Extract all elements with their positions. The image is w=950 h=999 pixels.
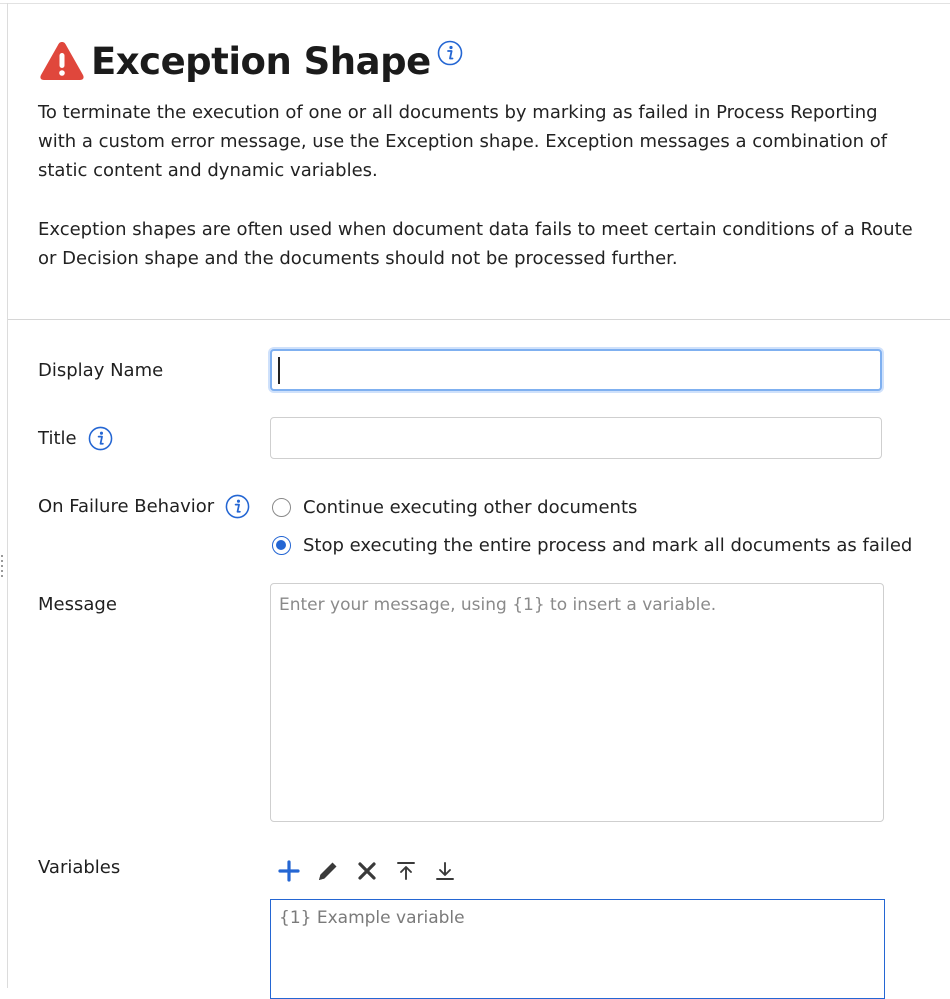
variables-label: Variables <box>38 857 121 878</box>
edit-icon[interactable] <box>315 858 341 884</box>
section-divider <box>8 319 950 320</box>
top-border <box>0 3 950 4</box>
radio-label: Continue executing other documents <box>303 497 638 518</box>
title-input[interactable] <box>270 417 882 459</box>
radio-stop-executing[interactable] <box>272 535 912 556</box>
message-textarea[interactable] <box>270 583 884 822</box>
warning-triangle-icon <box>38 39 86 83</box>
title-label: Title <box>38 426 113 451</box>
info-icon[interactable] <box>437 40 463 66</box>
display-name-input[interactable] <box>270 349 882 391</box>
list-item[interactable]: {1} Example variable <box>279 908 465 928</box>
delete-icon[interactable] <box>354 858 380 884</box>
variables-list[interactable] <box>270 899 885 999</box>
page-title: Exception Shape <box>91 39 431 83</box>
text-cursor <box>278 357 280 384</box>
move-top-icon[interactable] <box>393 858 419 884</box>
info-icon[interactable] <box>225 494 250 519</box>
radio-button-checked[interactable] <box>272 536 291 555</box>
radio-continue-executing[interactable] <box>272 497 637 518</box>
radio-button-unchecked[interactable] <box>272 498 291 517</box>
add-icon[interactable] <box>276 858 302 884</box>
message-label: Message <box>38 594 117 615</box>
panel-left-border <box>7 3 8 988</box>
description-paragraph-1: To terminate the execution of one or all documents by marking as failed in Process Reporting with a custom error message, use the Exception shape. Exception messages a combination of static content and dynamic variables. <box>38 102 888 181</box>
info-icon[interactable] <box>88 426 113 451</box>
on-failure-label: On Failure Behavior <box>38 494 250 519</box>
page-header <box>38 38 463 84</box>
move-bottom-icon[interactable] <box>432 858 458 884</box>
description-paragraph-2: Exception shapes are often used when document data fails to meet certain conditions of a Route or Decision shape and the documents should not be processed further. <box>38 219 913 269</box>
variables-toolbar <box>276 858 471 884</box>
resize-handle[interactable] <box>0 552 6 588</box>
message-placeholder: Enter your message, using {1} to insert a variable. <box>279 595 717 615</box>
radio-label: Stop executing the entire process and mark all documents as failed <box>303 535 913 556</box>
display-name-label: Display Name <box>38 360 164 381</box>
